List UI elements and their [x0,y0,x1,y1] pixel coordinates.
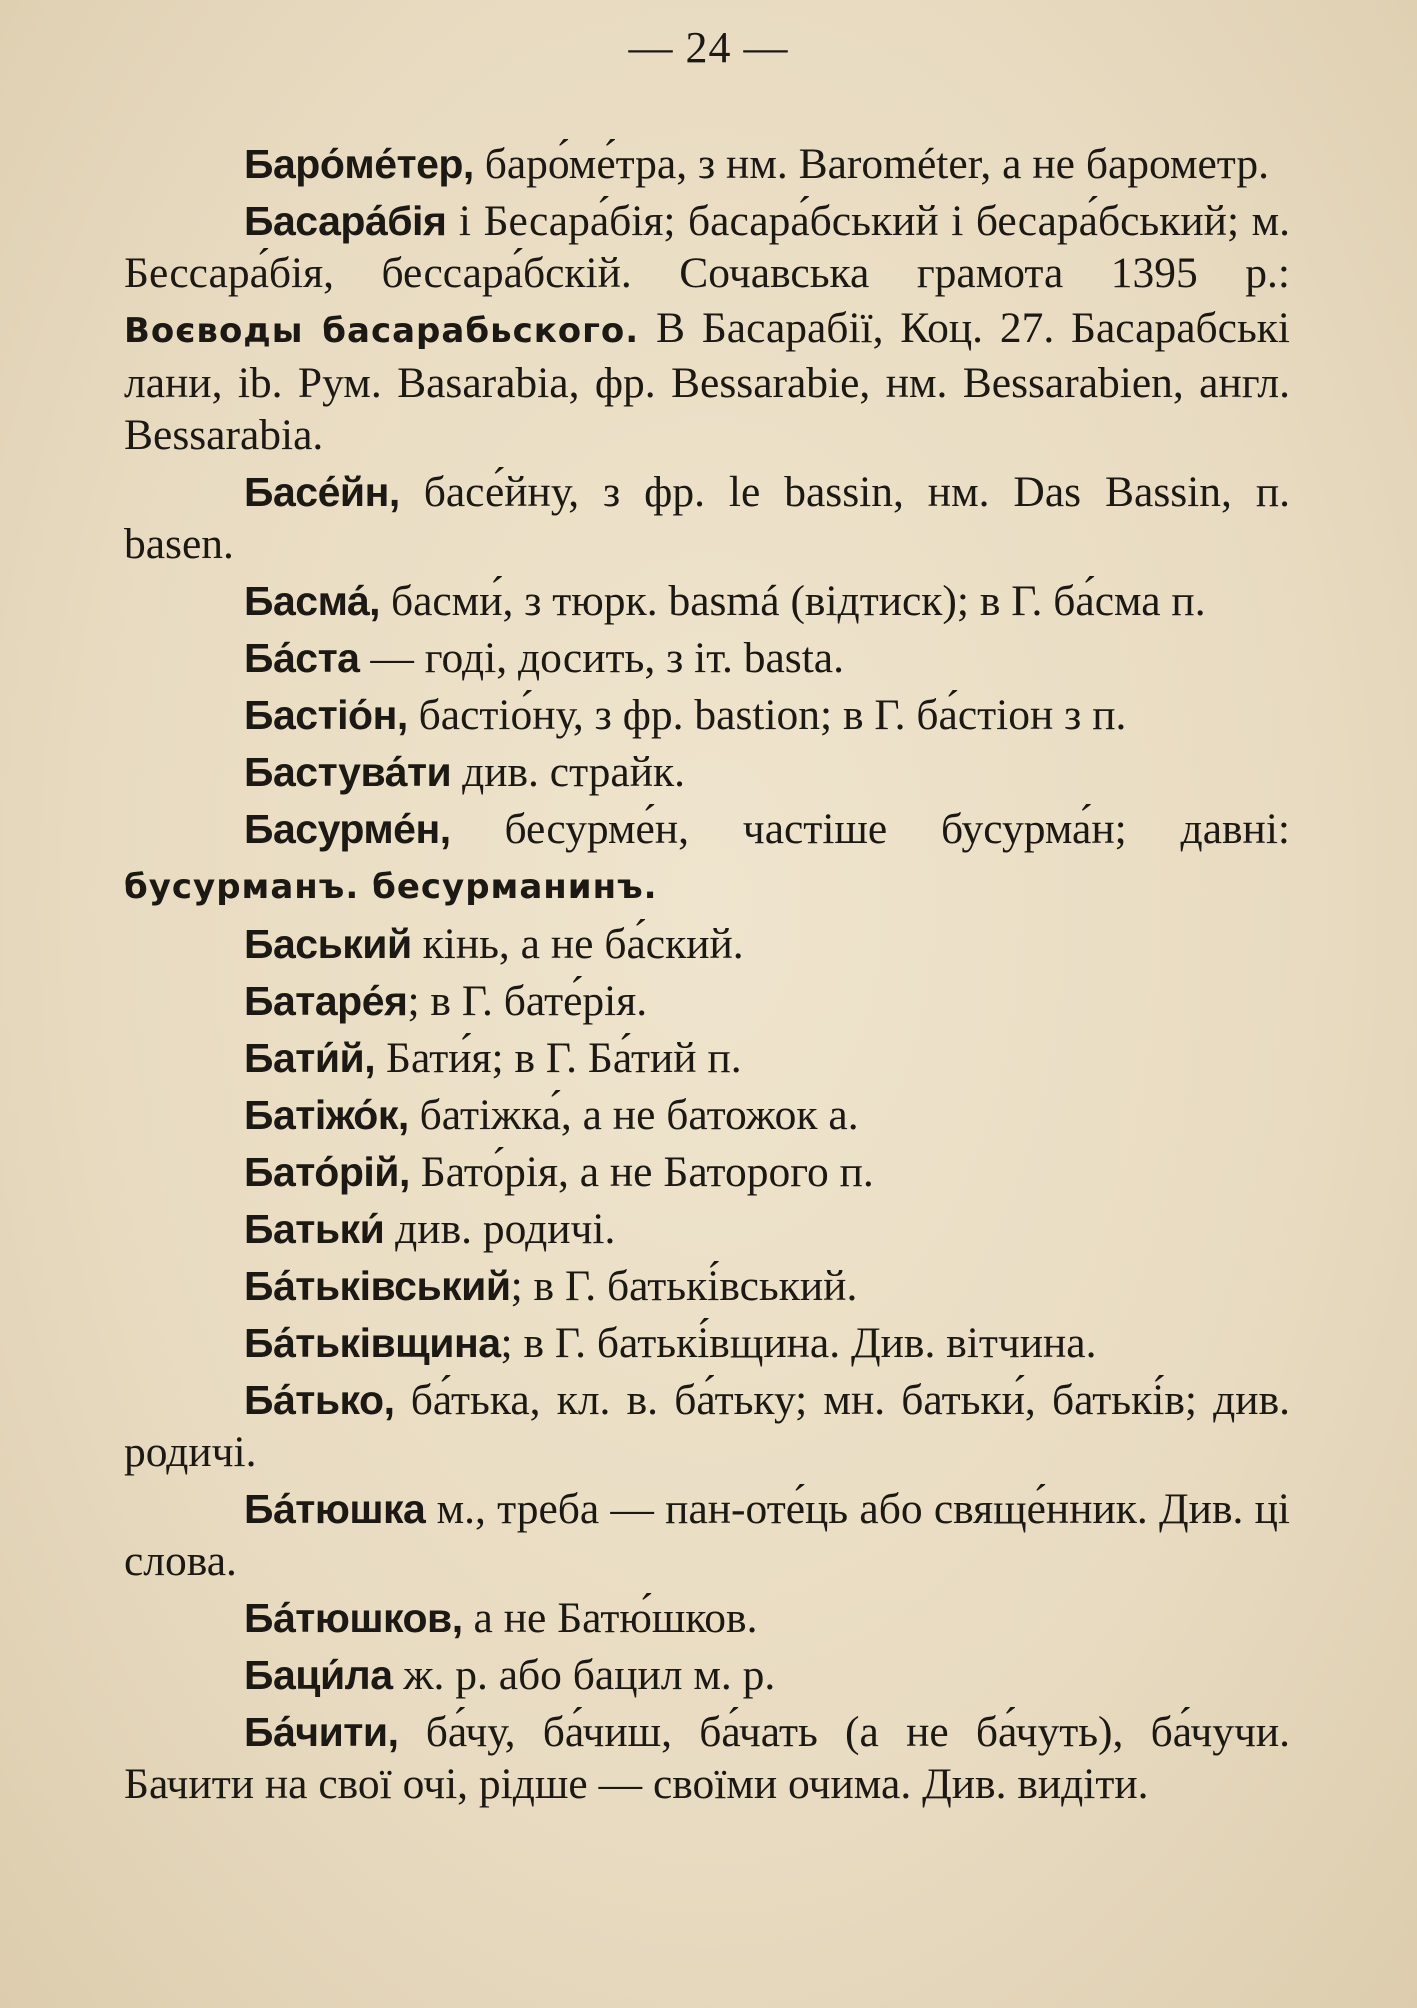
entry [124,1706,1290,1810]
entry [124,1146,1290,1198]
entry [124,1317,1290,1369]
entry-text: ба́чу, ба́чиш, ба́чать (а не ба́чуть), ба́чучи. Бачити на свої очі, рідше — своїми очима. Див. видіти. [124,1708,1290,1808]
entry-text: басе́йну, з фр. le bassin, нм. Das Bassin, п. basen. [124,468,1290,568]
entry [124,1649,1290,1701]
page-number: — 24 — [628,23,789,72]
entry [124,1592,1290,1644]
entry-text: Бато́рія, а не Баторого п. [409,1148,874,1196]
headword: Ба́ста [244,635,360,681]
headword: Батіжо́к, [244,1092,409,1138]
entry [124,575,1290,627]
entry [124,138,1290,190]
entry-text: батіжка́, а не батожок а. [408,1091,859,1139]
headword: Ба́тюшков, [244,1595,463,1641]
headword: Баський [244,921,412,967]
entry [124,1032,1290,1084]
headword: Ба́чити, [244,1709,399,1755]
dictionary-entries [124,138,1290,1815]
old-slavonic-quote: Воєводы басарабьского. [124,311,640,351]
headword: Баро́ме́тер, [244,141,474,187]
headword: Баци́ла [244,1652,393,1698]
entry-text: див. страйк. [451,748,686,796]
headword: Ба́тьківський [244,1263,511,1309]
entry-text: а не Батю́шков. [462,1594,758,1642]
entry [124,746,1290,798]
headword: Басурме́н, [244,806,451,852]
entry [124,803,1290,913]
headword: Ба́тько, [244,1377,395,1423]
headword: Батьки́ [244,1206,385,1252]
entry [124,1260,1290,1312]
headword: Басма́, [244,578,381,624]
entry [124,1374,1290,1478]
entry-text: ж. р. або бацил м. р. [392,1651,776,1699]
entry-text: басми́, з тюрк. basmá (відтиск); в Г. ба́сма п. [380,577,1206,625]
entry-text: див. родичі. [384,1205,616,1253]
entry-text: ; в Г. батькі́вщина. Див. вітчина. [500,1319,1097,1367]
headword: Басе́йн, [244,469,400,515]
entry-text: Бати́я; в Г. Ба́тий п. [375,1034,742,1082]
entry-text: ; в Г. бате́рія. [407,977,648,1025]
entry-text: м., треба — пан-оте́ць або свяще́нник. Див. ці слова. [124,1485,1290,1585]
headword: Басара́бія [244,198,447,244]
entry-text: бесурме́н, частіше бусурма́н; давні: [450,805,1290,853]
entry [124,975,1290,1027]
entry-text: бастіо́ну, з фр. bastion; в Г. ба́стіон з п. [407,691,1127,739]
entry [124,466,1290,570]
entry-text: і Бесара́бія; басара́бський і бесара́бський; м. Бессара́бія, бессара́бскій. Сочавська грамота 1395 р.: [124,197,1290,297]
entry-text: — годі, досить, з іт. basta. [359,634,844,682]
headword: Батаре́я [244,978,408,1024]
headword: Ба́тюшка [244,1486,426,1532]
entry [124,632,1290,684]
entry [124,1089,1290,1141]
entry [124,195,1290,461]
entry-text: ; в Г. батькі́вський. [510,1262,858,1310]
entry [124,918,1290,970]
headword: Бато́рій, [244,1149,410,1195]
entry-text: кінь, а не ба́ский. [411,920,744,968]
headword: Бастіо́н, [244,692,408,738]
entry-text-continued: В Басарабії, Коц. 27. Басарабські лани, ib. Рум. Basarabia, фр. Bessarabie, нм. Bessarabien, англ. Bessarabia. [124,304,1290,459]
entry-text: баро́ме́тра, з нм. Barométer, а не барометр. [473,140,1269,188]
headword: Бати́й, [244,1035,376,1081]
entry [124,689,1290,741]
entry [124,1483,1290,1587]
old-slavonic-quote: бусурманъ. бесурманинъ. [124,867,658,907]
entry [124,1203,1290,1255]
headword: Бастува́ти [244,749,452,795]
entry-text: ба́тька, кл. в. ба́тьку; мн. батьки́, батькі́в; див. родичі. [124,1376,1290,1476]
headword: Ба́тьківщина [244,1320,501,1366]
